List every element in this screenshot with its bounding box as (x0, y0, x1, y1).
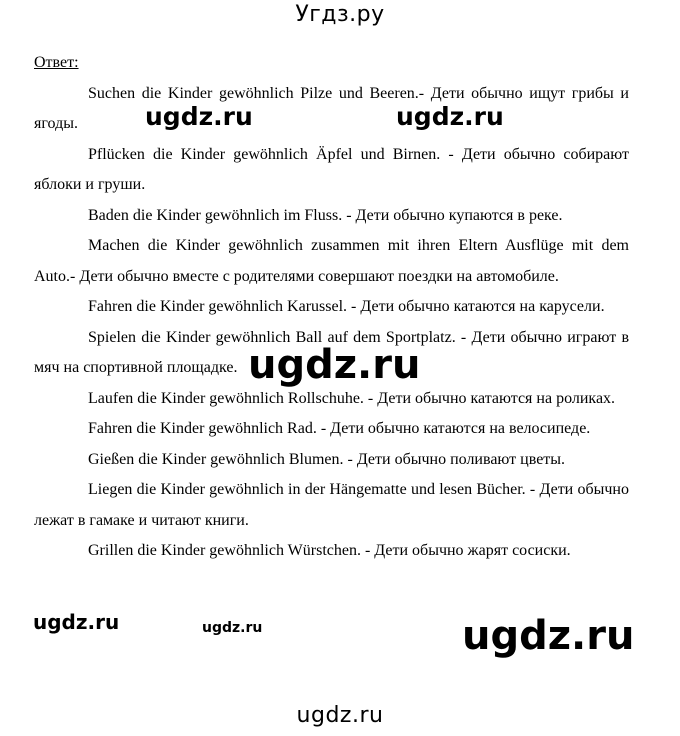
watermark: ugdz.ru (396, 102, 504, 131)
answer-paragraph: Fahren die Kinder gewöhnlich Rad. - Дети обычно катаются на велосипеде. (88, 420, 591, 437)
answer-label: Ответ: (34, 54, 79, 71)
page-footer-link[interactable]: ugdz.ru (296, 703, 384, 728)
answer-paragraph: Machen die Kinder gewöhnlich zusammen mit ihren Eltern Ausflüge mit dem Auto.- Дети обычно вместе с родителями совершают поездки на автомобиле. (34, 237, 629, 285)
watermark: ugdz.ru (145, 102, 253, 131)
answer-paragraph: Fahren die Kinder gewöhnlich Karussel. - Дети обычно катаются на карусели. (88, 298, 605, 315)
answer-paragraph: Grillen die Kinder gewöhnlich Würstchen. - Дети обычно жарят сосиски. (88, 542, 571, 559)
watermark: ugdz.ru (248, 342, 421, 388)
answer-paragraph: Suchen die Kinder gewöhnlich Pilze und Beeren.- Дети обычно ищут грибы и ягоды. (34, 84, 629, 132)
watermark: ugdz.ru (462, 613, 635, 659)
page-header-title: Угдз.ру (295, 2, 385, 27)
answer-paragraph: Gießen die Kinder gewöhnlich Blumen. - Дети обычно поливают цветы. (88, 450, 566, 468)
watermark: ugdz.ru (202, 620, 263, 636)
answer-document (34, 48, 629, 567)
answer-paragraph: Laufen die Kinder gewöhnlich Rollschuhe. - Дети обычно катаются на роликах. (88, 389, 616, 407)
watermark: ugdz.ru (33, 610, 120, 634)
answer-paragraph: Pflücken die Kinder gewöhnlich Äpfel und Birnen. - Дети обычно собирают яблоки и груши. (34, 145, 629, 193)
answer-paragraph: Liegen die Kinder gewöhnlich in der Hängematte und lesen Bücher. - Дети обычно лежат в гамаке и читают книги. (34, 481, 629, 529)
answer-paragraph: Spielen die Kinder gewöhnlich Ball auf dem Sportplatz. - Дети обычно играют в мяч на спортивной площадке. (34, 328, 629, 376)
answer-paragraph: Baden die Kinder gewöhnlich im Fluss. - Дети обычно купаются в реке. (88, 206, 563, 224)
